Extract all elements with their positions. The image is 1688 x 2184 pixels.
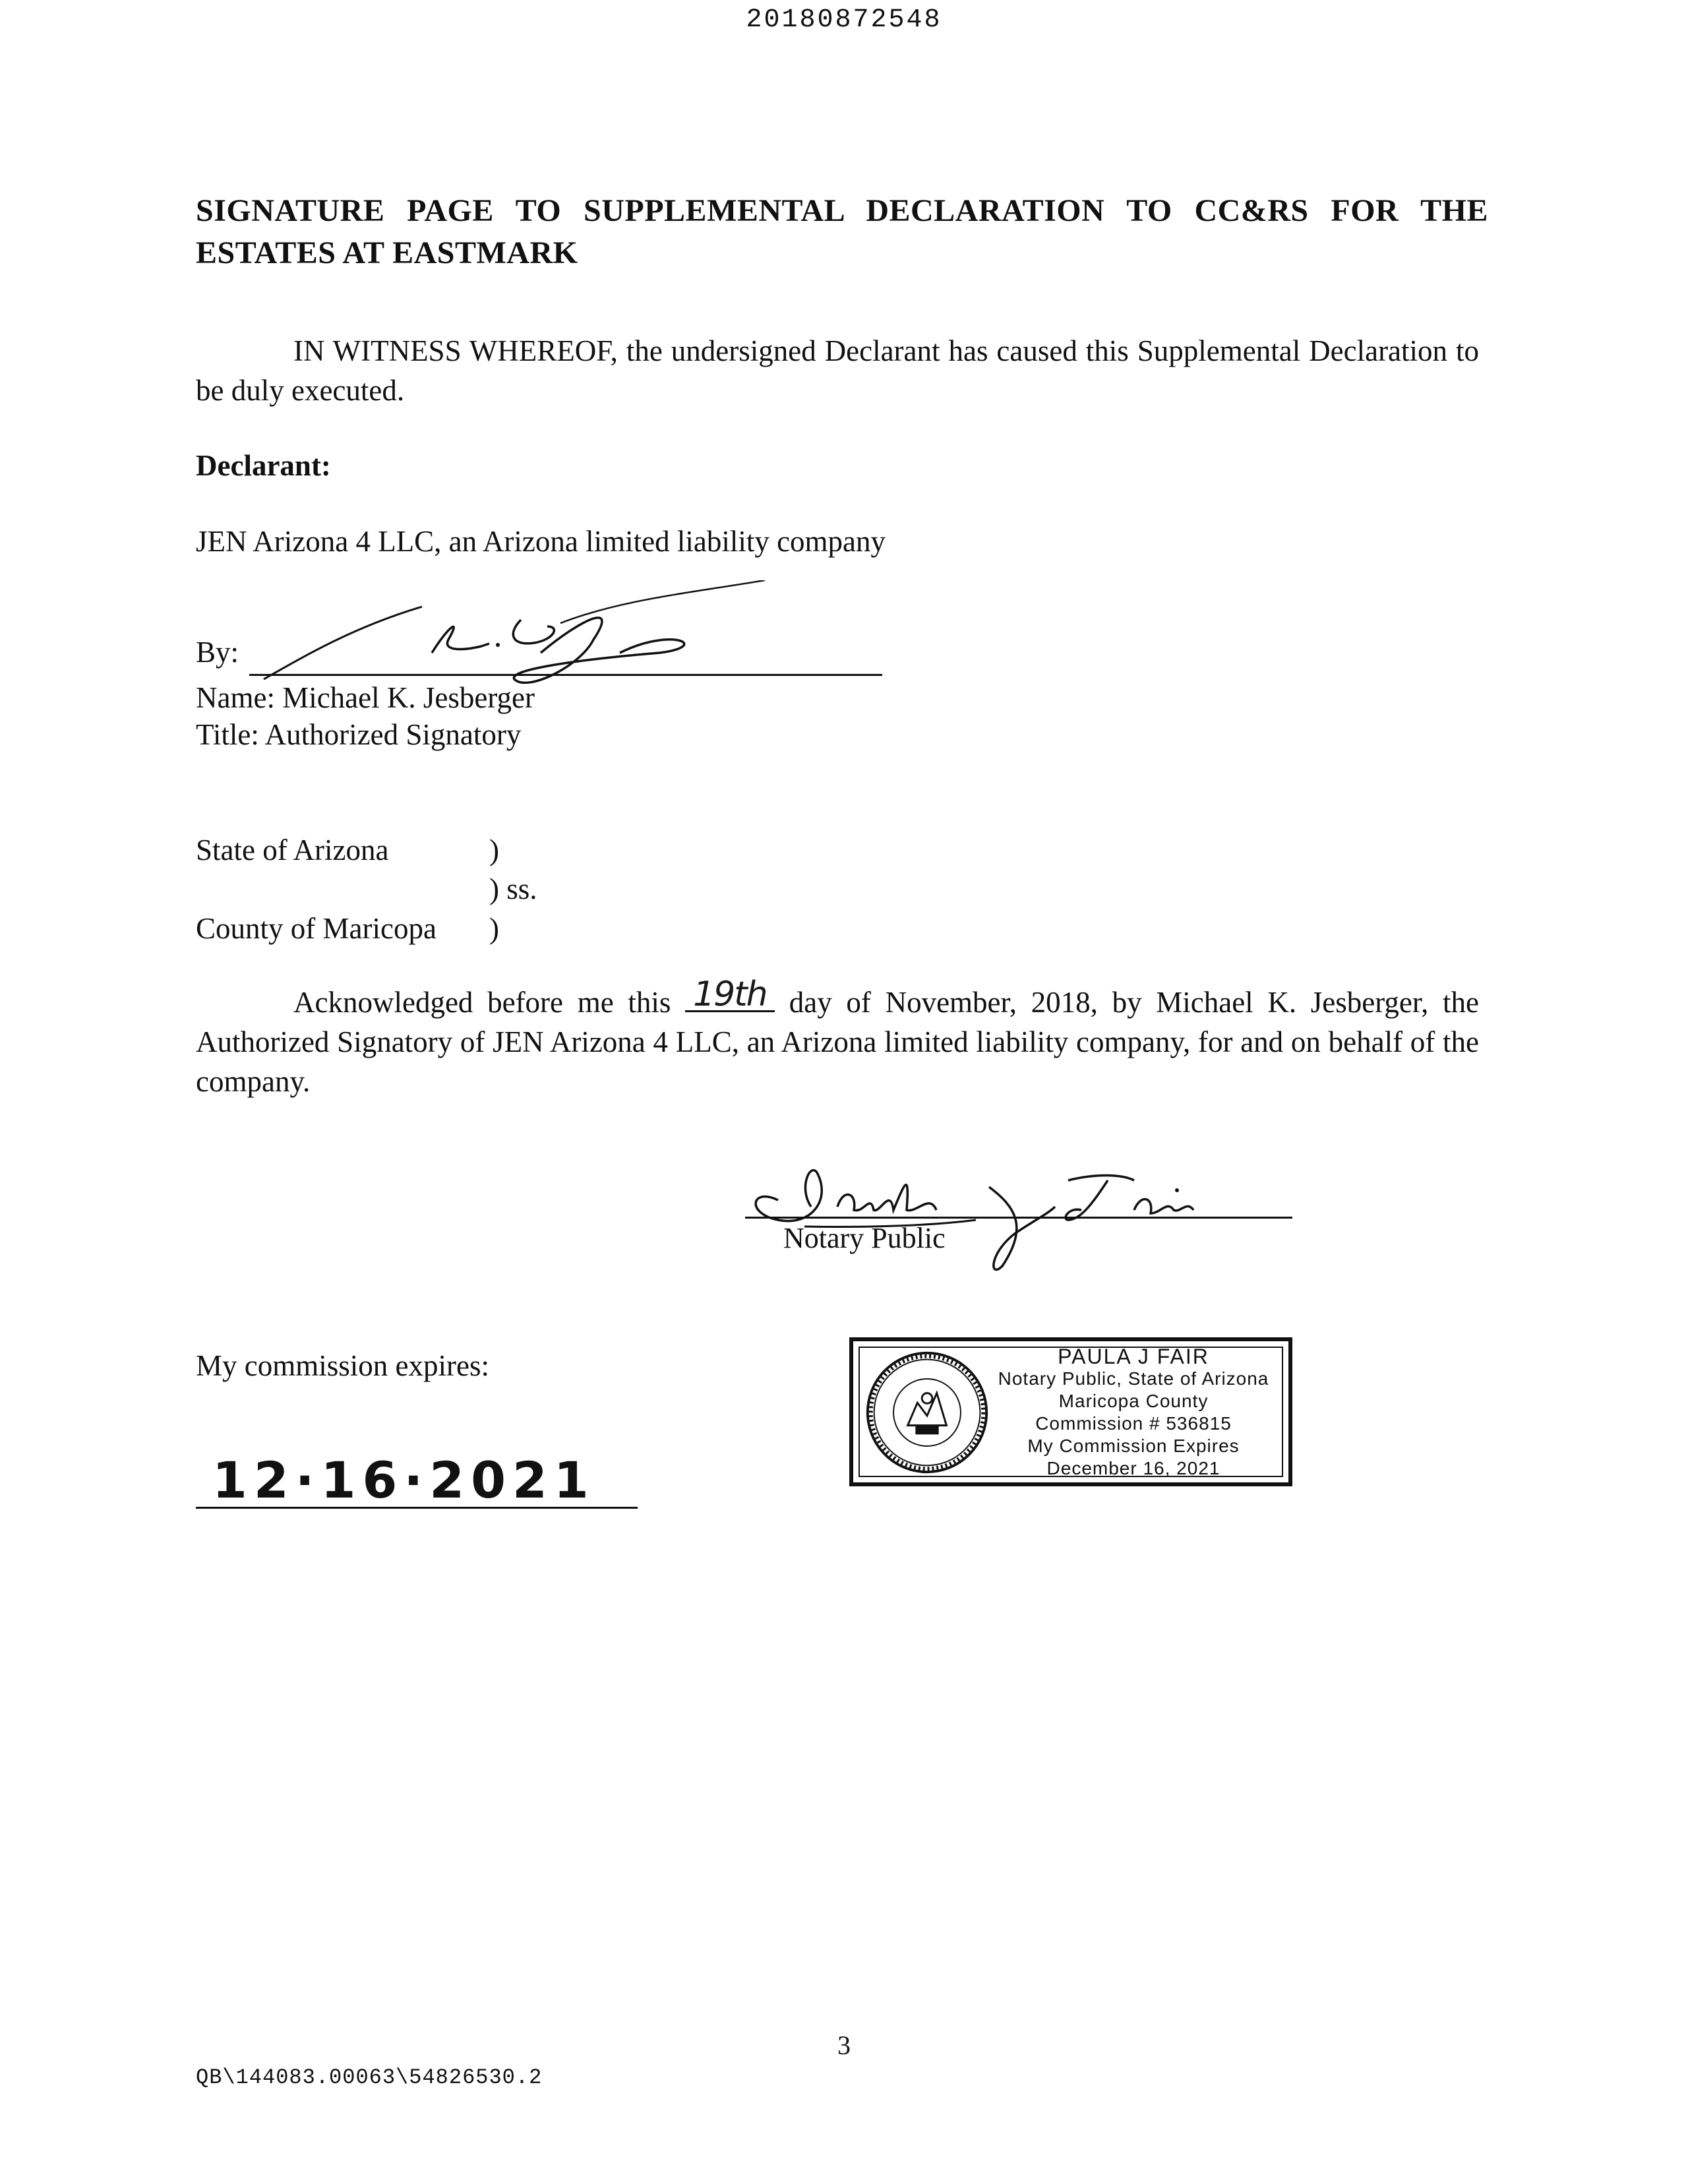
declarant-heading: Declarant: — [196, 449, 331, 482]
document-title: SIGNATURE PAGE TO SUPPLEMENTAL DECLARATION TO CC&RS FOR THE ESTATES AT EASTMARK — [196, 193, 1488, 270]
notary-stamp — [849, 1337, 1292, 1486]
ack-text-before: Acknowledged before me this — [293, 986, 671, 1019]
stamp-line-1: Notary Public, State of Arizona — [998, 1368, 1269, 1389]
venue-county: County of Maricopa — [196, 912, 437, 945]
state-seal-icon — [862, 1348, 992, 1477]
signature-fair — [738, 1147, 1240, 1279]
stamp-line-5: December 16, 2021 — [1046, 1458, 1221, 1478]
notary-public-label: Notary Public — [783, 1222, 946, 1254]
recording-number: 20180872548 — [746, 5, 942, 35]
ack-day-field — [685, 975, 775, 1014]
witness-paragraph: IN WITNESS WHEREOF, the undersigned Declarant has caused this Supplemental Declaration to be duly executed. — [196, 334, 1479, 407]
commission-expires-label: My commission expires: — [196, 1349, 489, 1382]
by-label: By: — [196, 636, 239, 669]
notary-stamp-text — [982, 1345, 1284, 1480]
stamp-line-2: Maricopa County — [1058, 1391, 1209, 1411]
notary-signature-line — [745, 1217, 1292, 1219]
commission-date-handwritten: 12·16·2021 — [212, 1451, 595, 1509]
venue-state: State of Arizona — [196, 834, 389, 866]
document-code: QB\144083.00063\54826530.2 — [196, 2065, 543, 2090]
venue-ss: ) ss. — [489, 872, 537, 905]
declarant-company: JEN Arizona 4 LLC, an Arizona limited liability company — [196, 525, 886, 558]
stamp-line-3: Commission # 536815 — [1035, 1413, 1232, 1434]
ack-text-after: day of November, 2018, by Michael K. Jesberger, the Authorized Signatory of JEN Arizona 4 LLC, an Arizona limited liability company, for and on behalf of the company. — [196, 986, 1479, 1098]
acknowledgment-paragraph — [196, 975, 1479, 1101]
stamp-line-4: My Commission Expires — [1027, 1436, 1240, 1456]
stamp-notary-name: PAULA J FAIR — [1058, 1345, 1209, 1368]
commission-date-line — [196, 1507, 638, 1509]
signer-name: Name: Michael K. Jesberger — [196, 681, 535, 714]
ack-day-handwritten: 19th — [693, 975, 767, 1014]
venue-paren-bottom: ) — [489, 912, 499, 945]
venue-paren-top: ) — [489, 834, 499, 866]
signer-title: Title: Authorized Signatory — [196, 718, 522, 751]
page-number: 3 — [837, 2030, 851, 2060]
